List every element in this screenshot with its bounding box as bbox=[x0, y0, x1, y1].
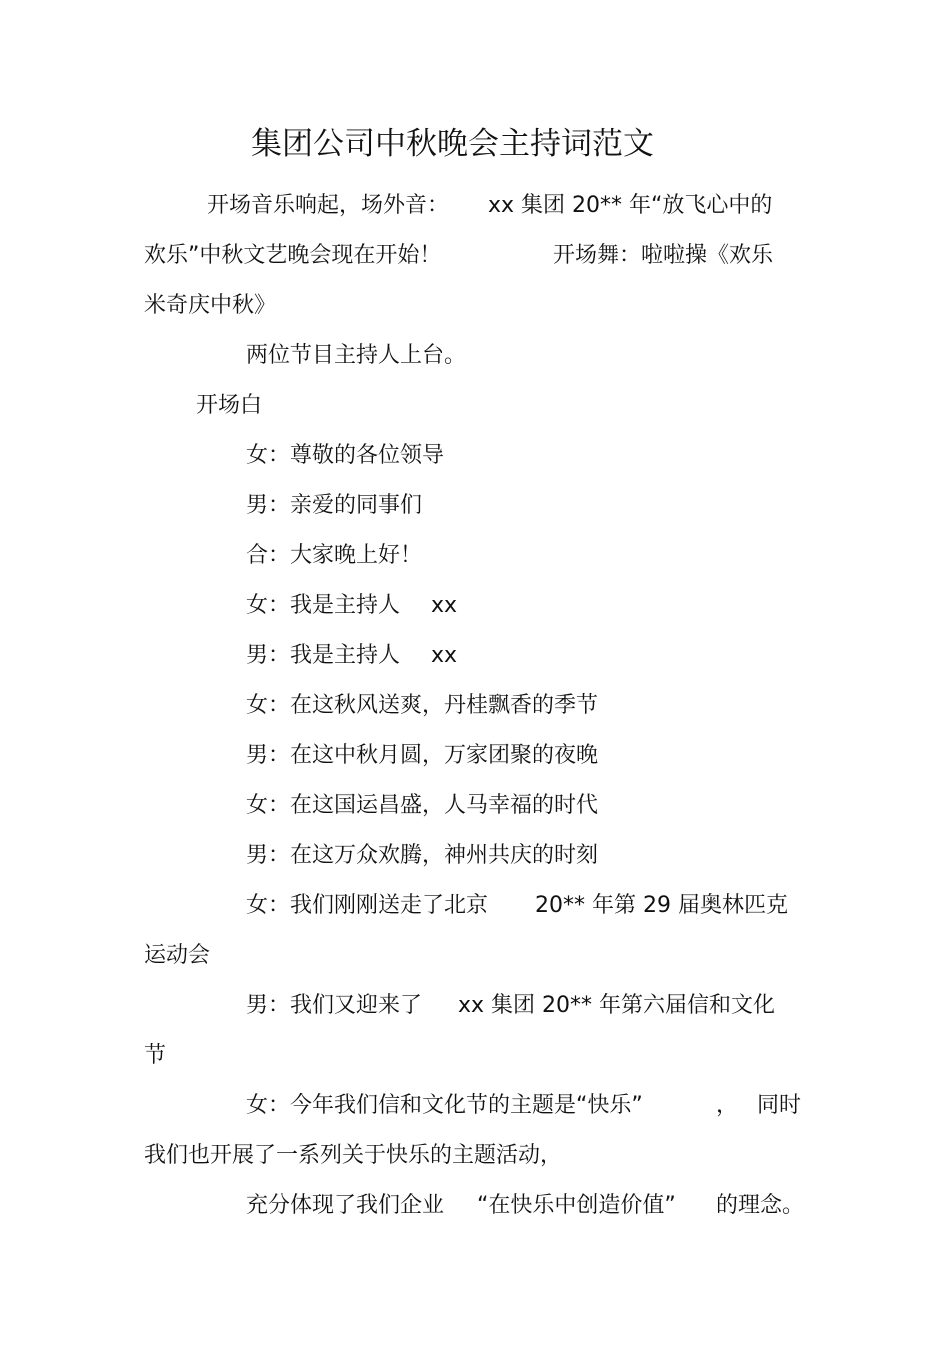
text-segment: 20** 年第 29 届奥林匹克 bbox=[535, 893, 788, 918]
section-heading bbox=[0, 391, 950, 421]
text-segment: xx 集团 20** 年第六届信和文化 bbox=[458, 993, 776, 1018]
dialogue-line bbox=[0, 541, 950, 571]
dialogue-line bbox=[0, 591, 950, 621]
text-segment: 女：在这国运昌盛，人马幸福的时代 bbox=[246, 793, 599, 818]
text-segment: 米奇庆中秋》 bbox=[144, 293, 277, 318]
text-segment: 女：我们刚刚送走了北京 bbox=[246, 893, 489, 918]
text-segment: “在快乐中创造价值” bbox=[477, 1193, 676, 1218]
paragraph-line bbox=[0, 1191, 950, 1221]
text-segment: xx bbox=[431, 643, 458, 668]
paragraph-line bbox=[0, 1041, 950, 1071]
paragraph-line bbox=[0, 341, 950, 371]
paragraph-line bbox=[0, 1141, 950, 1171]
text-segment: 合：大家晚上好！ bbox=[246, 543, 423, 568]
dialogue-line bbox=[0, 441, 950, 471]
text-segment: 节 bbox=[144, 1043, 167, 1068]
paragraph-line bbox=[0, 291, 950, 321]
dialogue-line bbox=[0, 1091, 950, 1121]
paragraph-line bbox=[0, 941, 950, 971]
text-segment: 男：亲爱的同事们 bbox=[246, 493, 423, 518]
text-segment: 同时 bbox=[757, 1093, 802, 1118]
text-segment: 的理念。 bbox=[716, 1193, 805, 1218]
text-segment: xx 集团 20** 年“放飞心中的 bbox=[488, 193, 773, 218]
text-segment: xx bbox=[431, 593, 458, 618]
text-segment: 开场舞：啦啦操《欢乐 bbox=[553, 243, 774, 268]
text-segment: 两位节目主持人上台。 bbox=[246, 343, 467, 368]
text-segment: 男：在这万众欢腾，神州共庆的时刻 bbox=[246, 843, 599, 868]
document-title: 集团公司中秋晚会主持词范文 bbox=[251, 126, 654, 162]
paragraph-line bbox=[0, 191, 950, 221]
dialogue-line bbox=[0, 891, 950, 921]
paragraph-line bbox=[0, 241, 950, 271]
text-segment: 男：在这中秋月圆，万家团聚的夜晚 bbox=[246, 743, 599, 768]
dialogue-line bbox=[0, 841, 950, 871]
dialogue-line bbox=[0, 641, 950, 671]
dialogue-line bbox=[0, 741, 950, 771]
text-segment: 运动会 bbox=[144, 943, 211, 968]
text-segment: 欢乐”中秋文艺晚会现在开始！ bbox=[144, 243, 442, 268]
text-segment: ， bbox=[716, 1093, 739, 1118]
dialogue-line bbox=[0, 691, 950, 721]
dialogue-line bbox=[0, 991, 950, 1021]
text-segment: 开场白 bbox=[196, 393, 263, 418]
text-segment: 开场音乐响起，场外音： bbox=[207, 193, 450, 218]
text-segment: 男：我们又迎来了 bbox=[246, 993, 423, 1018]
text-segment: 女：尊敬的各位领导 bbox=[246, 443, 445, 468]
text-segment: 我们也开展了一系列关于快乐的主题活动， bbox=[144, 1143, 563, 1168]
text-segment: 女：我是主持人 bbox=[246, 593, 401, 618]
text-segment: 充分体现了我们企业 bbox=[246, 1193, 445, 1218]
dialogue-line bbox=[0, 791, 950, 821]
text-segment: 女：在这秋风送爽，丹桂飘香的季节 bbox=[246, 693, 599, 718]
dialogue-line bbox=[0, 491, 950, 521]
text-segment: 男：我是主持人 bbox=[246, 643, 401, 668]
text-segment: 女：今年我们信和文化节的主题是“快乐” bbox=[246, 1093, 643, 1118]
